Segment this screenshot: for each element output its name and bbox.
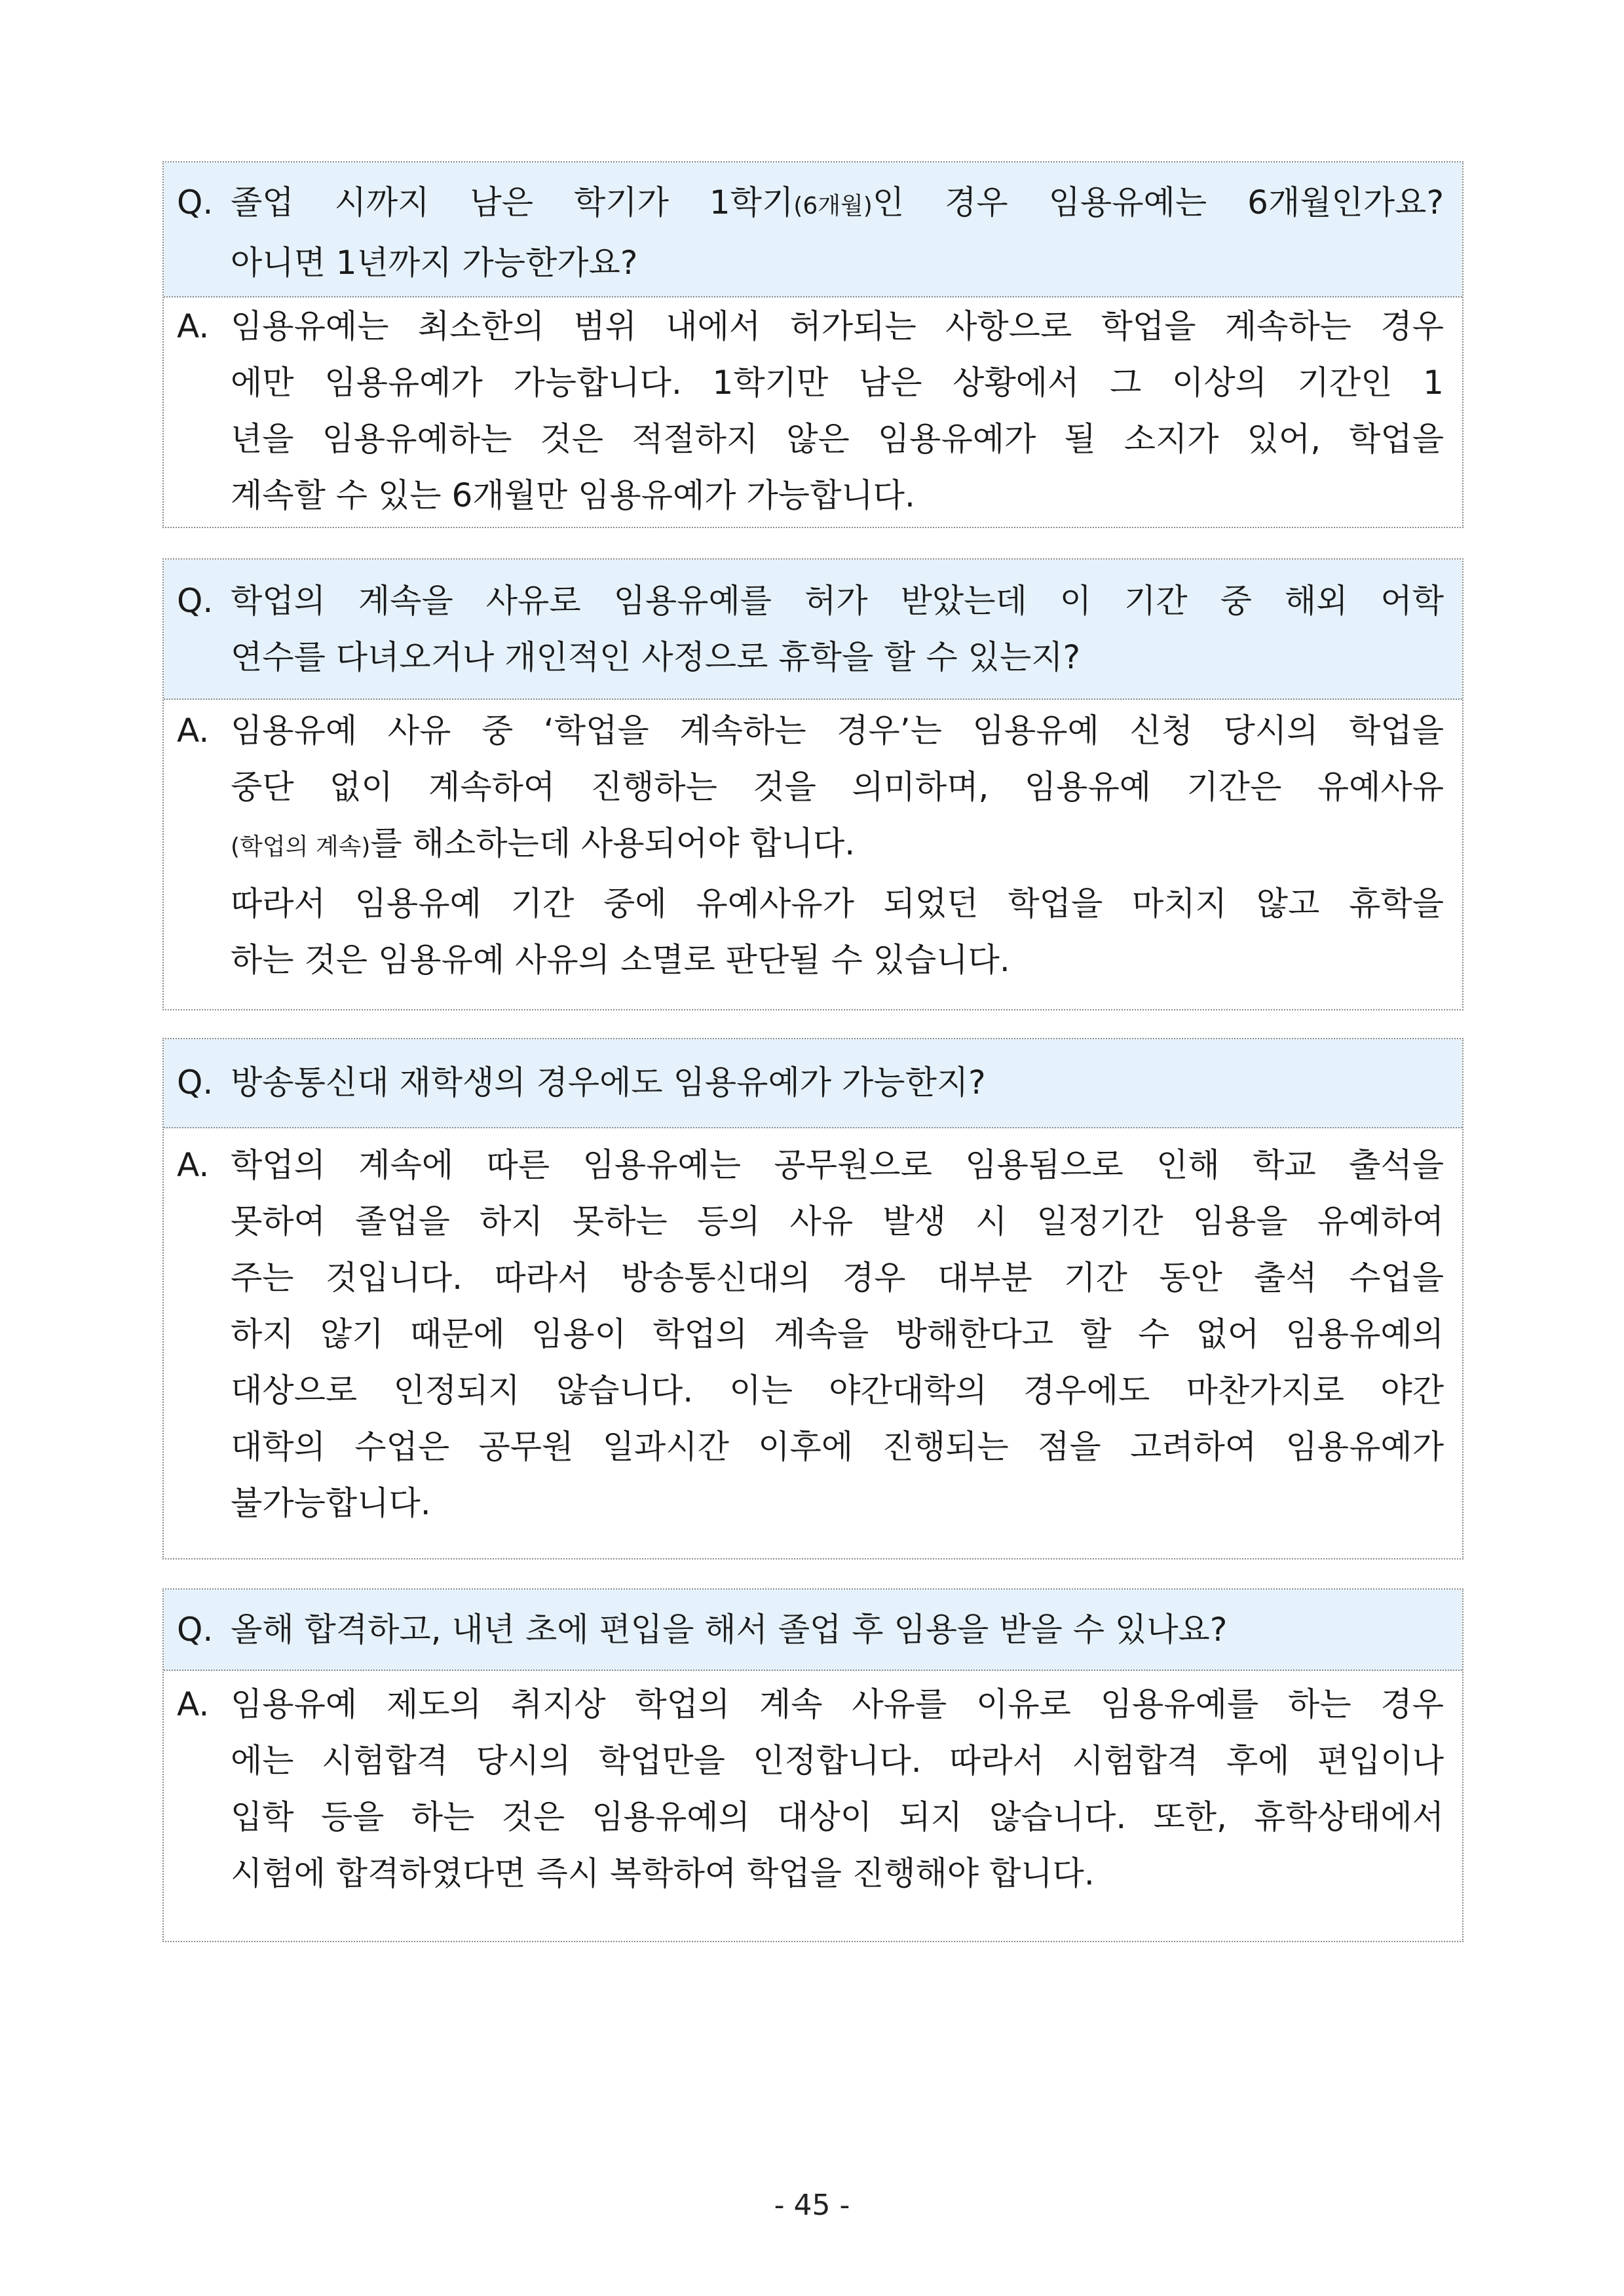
question-line: 졸업 시까지 남은 학기가 1학기(6개월)인 경우 임용유예는 6개월인가요? [231, 183, 1444, 221]
question-prefix: Q. [177, 1063, 214, 1101]
answer-line: 입학 등을 하는 것은 임용유예의 대상이 되지 않습니다. 또한, 휴학상태에서 [231, 1798, 1444, 1836]
question-prefix: Q. [177, 582, 214, 620]
answer-row [164, 1128, 1462, 1558]
qa-box-3 [162, 1038, 1463, 1559]
answer-line: 에는 시험합격 당시의 학업만을 인정합니다. 따라서 시험합격 후에 편입이나 [231, 1742, 1444, 1780]
answer-row [164, 700, 1462, 1009]
answer-line: 못하여 졸업을 하지 못하는 등의 사유 발생 시 일정기간 임용을 유예하여 [231, 1202, 1444, 1240]
question-row [164, 560, 1462, 700]
answer-line: 임용유예 사유 중 ‘학업을 계속하는 경우’는 임용유예 신청 당시의 학업을 [231, 712, 1444, 750]
answer-prefix: A. [177, 307, 210, 345]
answer-line: 에만 임용유예가 가능합니다. 1학기만 남은 상황에서 그 이상의 기간인 1 [231, 364, 1444, 402]
answer-line: 하는 것은 임용유예 사유의 소멸로 판단될 수 있습니다. [231, 941, 1010, 979]
answer-line: 대학의 수업은 공무원 일과시간 이후에 진행되는 점을 고려하여 임용유예가 [231, 1428, 1444, 1466]
answer-prefix: A. [177, 712, 210, 750]
question-row [164, 1039, 1462, 1128]
question-prefix: Q. [177, 1611, 214, 1649]
answer-line: (학업의 계속)를 해소하는데 사용되어야 합니다. [231, 824, 856, 862]
question-row [164, 1590, 1462, 1671]
question-line: 학업의 계속을 사유로 임용유예를 허가 받았는데 이 기간 중 해외 어학 [231, 582, 1444, 620]
answer-line: 학업의 계속에 따른 임용유예는 공무원으로 임용됨으로 인해 학교 출석을 [231, 1146, 1444, 1184]
answer-prefix: A. [177, 1146, 210, 1184]
qa-box-2 [162, 558, 1463, 1010]
answer-line: 년을 임용유예하는 것은 적절하지 않은 임용유예가 될 소지가 있어, 학업을 [231, 420, 1444, 458]
answer-row [164, 297, 1462, 527]
answer-line: 계속할 수 있는 6개월만 임용유예가 가능합니다. [231, 476, 915, 514]
question-line: 방송통신대 재학생의 경우에도 임용유예가 가능한지? [231, 1063, 986, 1101]
question-line: 아니면 1년까지 가능한가요? [231, 244, 638, 282]
qa-box-1 [162, 161, 1463, 528]
answer-row [164, 1671, 1462, 1941]
question-row [164, 163, 1462, 297]
page-number: - 45 - [774, 2189, 850, 2222]
qa-box-4 [162, 1588, 1463, 1942]
answer-line: 하지 않기 때문에 임용이 학업의 계속을 방해한다고 할 수 없어 임용유예의 [231, 1315, 1444, 1353]
answer-line: 시험에 합격하였다면 즉시 복학하여 학업을 진행해야 합니다. [231, 1854, 1095, 1892]
question-line: 올해 합격하고, 내년 초에 편입을 해서 졸업 후 임용을 받을 수 있나요? [231, 1611, 1228, 1649]
answer-line: 대상으로 인정되지 않습니다. 이는 야간대학의 경우에도 마찬가지로 야간 [231, 1371, 1444, 1409]
answer-line: 주는 것입니다. 따라서 방송통신대의 경우 대부분 기간 동안 출석 수업을 [231, 1259, 1444, 1297]
question-prefix: Q. [177, 183, 214, 221]
answer-line: 임용유예는 최소한의 범위 내에서 허가되는 사항으로 학업을 계속하는 경우 [231, 307, 1444, 345]
answer-line: 중단 없이 계속하여 진행하는 것을 의미하며, 임용유예 기간은 유예사유 [231, 768, 1444, 806]
answer-prefix: A. [177, 1685, 210, 1723]
answer-line: 따라서 임용유예 기간 중에 유예사유가 되었던 학업을 마치지 않고 휴학을 [231, 885, 1444, 923]
answer-line: 임용유예 제도의 취지상 학업의 계속 사유를 이유로 임용유예를 하는 경우 [231, 1685, 1444, 1723]
answer-line: 불가능합니다. [231, 1484, 431, 1522]
question-line: 연수를 다녀오거나 개인적인 사정으로 휴학을 할 수 있는지? [231, 638, 1080, 676]
